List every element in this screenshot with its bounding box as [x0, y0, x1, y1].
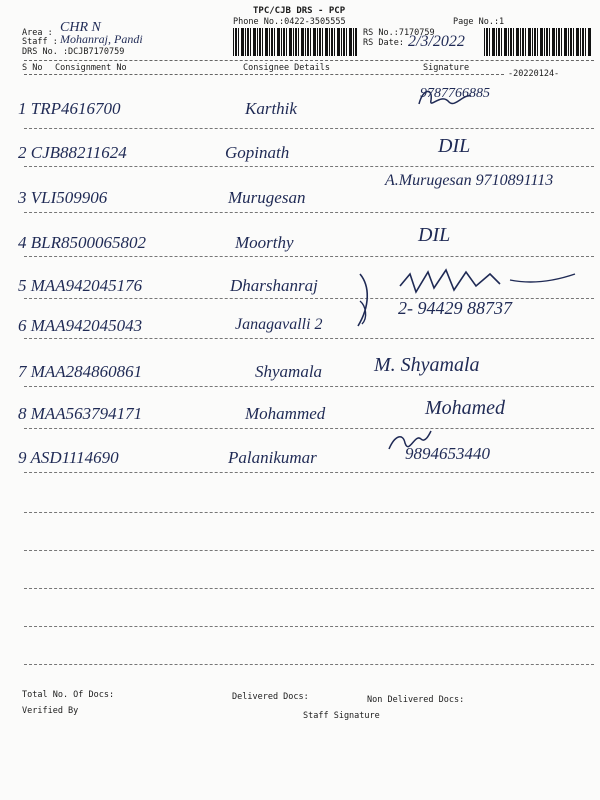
- row-consignee: Janagavalli 2: [235, 316, 323, 333]
- document-title: TPC/CJB DRS - PCP: [253, 6, 346, 16]
- row-consignment: 6 MAA942045043: [18, 316, 143, 335]
- blank-line: [24, 550, 594, 551]
- row-consignment: 1 TRP4616700: [18, 99, 121, 118]
- phone-number: Phone No.:0422-3505555: [233, 17, 346, 27]
- row-divider: [24, 472, 594, 473]
- row-consignment: 3 VLI509906: [18, 188, 108, 207]
- row-consignee: Palanikumar: [228, 448, 317, 467]
- signature-scribble-icon: [415, 84, 475, 114]
- signature-scribble-icon: [340, 266, 590, 336]
- staff-value: Mohanraj, Pandi: [60, 32, 143, 46]
- row-consignment: 2 CJB88211624: [18, 143, 127, 162]
- barcode-image: [233, 28, 358, 56]
- blank-line: [24, 626, 594, 627]
- row-signature: DIL: [418, 224, 451, 246]
- column-signature: Signature: [423, 63, 470, 73]
- column-consignment: Consignment No: [55, 63, 127, 73]
- row-consignee: Dharshanraj: [230, 276, 318, 295]
- row-signature: M. Shyamala: [374, 354, 480, 376]
- row-divider: [24, 212, 594, 213]
- row-divider: [24, 386, 594, 387]
- non-delivered-docs-label: Non Delivered Docs:: [367, 695, 465, 705]
- blank-line: [24, 512, 594, 513]
- row-consignment: 4 BLR8500065802: [18, 233, 146, 252]
- rs-date-label: RS Date:: [363, 38, 404, 48]
- drs-number: DRS No. :DCJB7170759: [22, 47, 125, 57]
- row-consignee: Shyamala: [255, 362, 323, 381]
- row-consignment: 9 ASD1114690: [18, 448, 119, 467]
- row-consignment: 5 MAA942045176: [18, 276, 143, 295]
- rs-number: RS No.:7170759: [363, 28, 435, 38]
- blank-line: [24, 588, 594, 589]
- row-divider: [24, 128, 594, 129]
- row-divider: [24, 166, 594, 167]
- staff-label: Staff :: [22, 37, 58, 47]
- row-signature: Mohamed: [425, 397, 505, 419]
- column-sno: S No: [22, 63, 43, 73]
- row-signature: DIL: [438, 135, 471, 157]
- row-signature: 9894653440: [405, 444, 490, 463]
- row-divider: [24, 256, 594, 257]
- row-consignee: Moorthy: [235, 233, 294, 252]
- row-divider: [24, 428, 594, 429]
- row-signature: 2- 94429 88737: [398, 298, 512, 318]
- row-consignment: 7 MAA284860861: [18, 362, 143, 381]
- row-consignee: Mohammed: [245, 404, 326, 423]
- row-consignee: Karthik: [245, 99, 297, 118]
- staff-signature-label: Staff Signature: [303, 711, 380, 721]
- area-label: Area :: [22, 28, 53, 38]
- barcode-image-2: [484, 28, 592, 56]
- row-consignment: 8 MAA563794171: [18, 404, 143, 423]
- total-docs-label: Total No. Of Docs:: [22, 690, 115, 700]
- header-divider: [24, 60, 594, 61]
- area-value: CHR N: [60, 20, 101, 35]
- column-divider: [24, 74, 504, 75]
- row-signature: A.Murugesan 9710891113: [385, 172, 554, 189]
- column-consignee: Consignee Details: [243, 63, 330, 73]
- row-consignee: Murugesan: [228, 188, 306, 207]
- blank-line: [24, 664, 594, 665]
- page-number: Page No.:1: [453, 17, 505, 27]
- row-signature: 9787766885: [420, 86, 490, 101]
- row-consignee: Gopinath: [225, 143, 290, 162]
- delivered-docs-label: Delivered Docs:: [232, 692, 309, 702]
- verified-by-label: Verified By: [22, 706, 79, 716]
- row-divider: [24, 338, 594, 339]
- signature-scribble-icon: [385, 425, 435, 465]
- date-code: -20220124-: [508, 69, 560, 79]
- rs-date-value: 2/3/2022: [408, 33, 465, 50]
